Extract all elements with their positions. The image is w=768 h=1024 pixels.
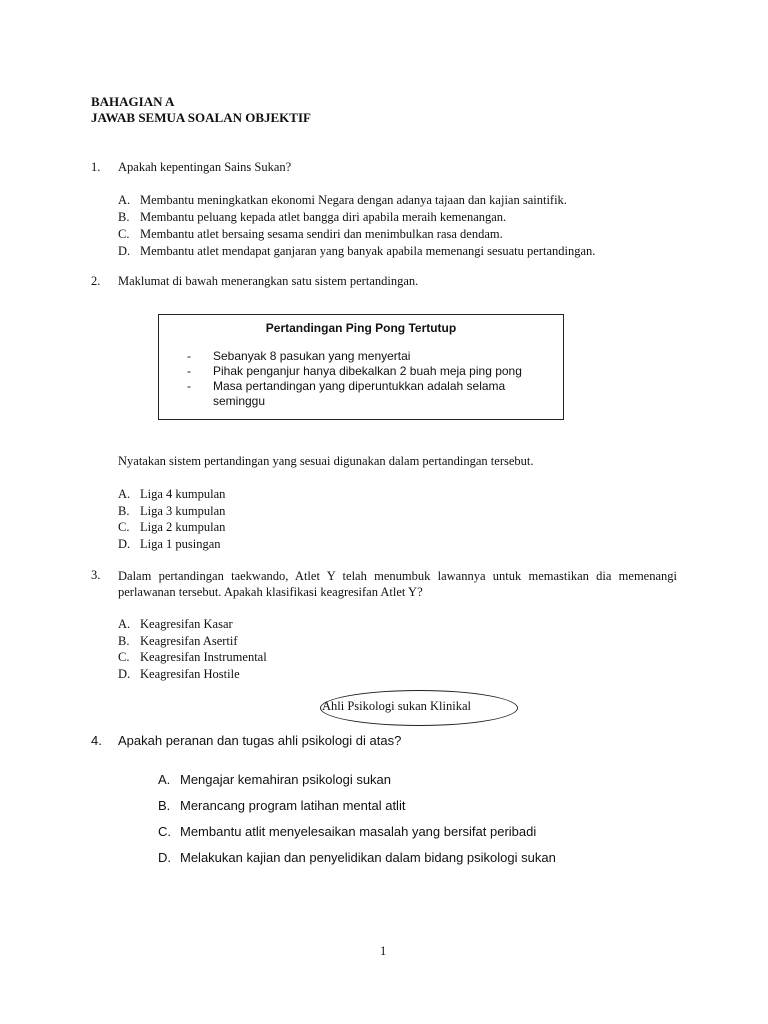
option-letter: D. [158, 850, 171, 865]
option-letter: D. [118, 666, 131, 681]
q2-option-a [118, 486, 225, 503]
option-letter: A. [118, 487, 131, 501]
option-text: Membantu atlet bersaing sesama sendiri dan menimbulkan rasa dendam. [140, 227, 503, 241]
option-text: Membantu atlet mendapat ganjaran yang banyak apabila memenangi sesuatu pertandingan. [140, 244, 596, 258]
option-text: Liga 1 pusingan [140, 536, 221, 551]
option-letter: B. [118, 633, 130, 648]
option-text: Keagresifan Kasar [140, 617, 233, 631]
q4-text: Apakah peranan dan tugas ahli psikologi di atas? [118, 733, 402, 748]
q3-option-b [118, 633, 267, 650]
list-item [187, 364, 553, 379]
list-dash: - [187, 349, 191, 363]
q2-option-b [118, 503, 225, 520]
option-text: Melakukan kajian dan penyelidikan dalam bidang psikologi sukan [180, 850, 556, 865]
option-letter: B. [158, 798, 171, 813]
option-text: Keagresifan Hostile [140, 666, 240, 681]
q2-option-d [118, 536, 225, 553]
q4-label: Ahli Psikologi sukan Klinikal [322, 699, 471, 713]
q2-text: Maklumat di bawah menerangkan satu sistem pertandingan. [118, 274, 419, 288]
option-text: Membantu atlit menyelesaikan masalah yang bersifat peribadi [180, 824, 537, 839]
q1-number: 1. [91, 160, 101, 174]
q4-number: 4. [91, 733, 102, 748]
list-item [187, 349, 553, 364]
option-letter: D. [118, 536, 131, 551]
q4-option-a [158, 767, 556, 793]
list-item [187, 379, 553, 409]
q3-number: 3. [91, 568, 101, 582]
option-letter: C. [118, 520, 130, 534]
q1-text: Apakah kepentingan Sains Sukan? [118, 160, 292, 174]
option-text: Membantu meningkatkan ekonomi Negara dengan adanya tajaan dan kajian saintifik. [140, 193, 567, 207]
option-text: Mengajar kemahiran psikologi sukan [180, 772, 392, 787]
option-text: Liga 3 kumpulan [140, 503, 226, 518]
option-letter: A. [118, 193, 131, 207]
option-text: Liga 2 kumpulan [140, 520, 226, 534]
list-dash: - [187, 379, 191, 393]
q3-option-a [118, 616, 267, 633]
option-text: Merancang program latihan mental atlit [180, 798, 406, 813]
q1-options [118, 192, 595, 260]
option-text: Liga 4 kumpulan [140, 487, 226, 501]
option-text: Membantu peluang kepada atlet bangga diri apabila meraih kemenangan. [140, 210, 507, 224]
option-text: Keagresifan Asertif [140, 633, 238, 648]
q4-option-b [158, 793, 556, 819]
q3-option-d [118, 666, 267, 683]
list-dash: - [187, 364, 191, 378]
q3-text: Dalam pertandingan taekwando, Atlet Y telah menumbuk lawannya untuk memastikan dia memenangi perlawanan tersebut. Apakah klasifikasi keagresifan Atlet Y? [118, 569, 677, 599]
q1-option-b [118, 209, 595, 226]
option-text: Keagresifan Instrumental [140, 650, 267, 664]
q1-option-c [118, 226, 595, 243]
option-letter: A. [158, 772, 171, 787]
q1-option-d [118, 243, 595, 260]
q2-option-c [118, 519, 225, 536]
q2-options [118, 486, 225, 552]
page-number: 1 [380, 944, 387, 958]
option-letter: C. [118, 650, 130, 664]
list-item-text: Masa pertandingan yang diperuntukkan adalah selama seminggu [213, 379, 506, 408]
option-letter: A. [118, 617, 131, 631]
option-letter: B. [118, 210, 130, 224]
q4-option-c [158, 819, 556, 845]
info-box-list [187, 349, 553, 409]
q4-option-d [158, 845, 556, 871]
q4-options [158, 767, 556, 871]
list-item-text: Sebanyak 8 pasukan yang menyertai [213, 349, 411, 363]
info-box [158, 314, 564, 420]
q3-option-c [118, 649, 267, 666]
q1-option-a [118, 192, 595, 209]
option-letter: B. [118, 503, 130, 518]
q3-options [118, 616, 267, 682]
info-box-title: Pertandingan Ping Pong Tertutup [265, 321, 457, 335]
list-item-text: Pihak penganjur hanya dibekalkan 2 buah meja ping pong [213, 364, 522, 378]
section-title: BAHAGIAN A [91, 94, 175, 109]
option-letter: C. [118, 227, 130, 241]
option-letter: C. [158, 824, 171, 839]
q2-question: Nyatakan sistem pertandingan yang sesuai digunakan dalam pertandingan tersebut. [118, 454, 534, 468]
q2-number: 2. [91, 274, 101, 288]
section-subtitle: JAWAB SEMUA SOALAN OBJEKTIF [91, 110, 311, 125]
option-letter: D. [118, 244, 131, 258]
